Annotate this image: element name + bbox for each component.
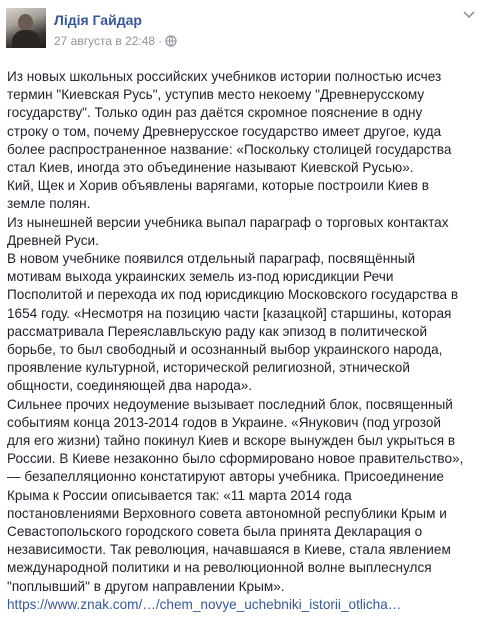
post-header xyxy=(0,0,489,60)
post-timestamp[interactable]: 27 августа в 22:48 xyxy=(54,34,156,48)
post-text-line: независимости. Так революция, начавшаяся в Киеве, стала явлением xyxy=(7,542,451,558)
post-text-line: Кий, Щек и Хорив объявлены варягами, которые построили Киев в xyxy=(7,178,429,194)
post-text-line: Сильнее прочих недоумение вызывает последний блок, посвященный xyxy=(7,396,453,412)
post-text-line: постановлениями Верховного совета автономной республики Крым и xyxy=(7,505,447,521)
post-text-line: мотивам выхода украинских земель из-под юрисдикции Речи xyxy=(7,269,394,285)
post-text-line: более распространенное название: «Поскольку столицей государства xyxy=(7,141,452,157)
author-name[interactable]: Лідія Гайдар xyxy=(54,12,142,28)
post-text-line: событиям конца 2013-2014 годов в Украине. «Янукович (под угрозой xyxy=(7,414,441,430)
article-link[interactable]: https://www.znak.com/…/chem_novye_uchebniki_istorii_otlicha… xyxy=(7,596,402,612)
post-text-line: государству". Только один раз даётся скромное пояснение в одну xyxy=(7,105,423,121)
post-text-line: Из новых школьных российских учебников истории полностью исчез xyxy=(7,69,442,84)
post-text-line: — безапелляционно констатируют авторы учебника. Присоединение xyxy=(7,469,444,485)
post-text-line: стал Киев, иногда это объединение называют Киевской Русью». xyxy=(7,160,414,176)
globe-icon[interactable] xyxy=(165,35,177,50)
post-text-line: 1654 году. «Несмотря на позицию части [казацкой] старшины, которая xyxy=(7,305,452,321)
post-text-line: В новом учебнике появился отдельный параграф, посвящённый xyxy=(7,251,416,267)
post-text-line: для его жизни) тайно покинул Киев и вскоре вынужден был укрыться в xyxy=(7,433,456,449)
post-text-line: Посполитой и перехода их под юрисдикцию Московского государства в xyxy=(7,287,459,303)
avatar-body xyxy=(12,30,40,48)
post-text-line: строку о том, почему Древнерусское государство имеет другое, куда xyxy=(7,123,442,139)
post-text-line: Севастопольского городского совета была принята Декларация о xyxy=(7,524,423,540)
post-text-line: Крыма к России описывается так: «11 марта 2014 года xyxy=(7,487,352,503)
avatar[interactable] xyxy=(6,8,46,48)
post-text-line: проявление культурной, исторической религиозной, этнической xyxy=(7,360,410,376)
post-meta xyxy=(54,34,177,50)
meta-separator: · xyxy=(158,34,163,48)
post-text-line: России. В Киеве незаконно было сформировано новое правительство», xyxy=(7,451,464,467)
post-text-line: рассматривала Переяславльскую раду как эпизод в политической xyxy=(7,323,428,339)
post-text-line: термин "Киевская Русь", уступив место некоему "Древнерусскому xyxy=(7,87,425,103)
avatar-head xyxy=(18,14,33,31)
post-text-line: общности, соединяющей два народа». xyxy=(7,378,253,394)
post-text-line: "поплывший" в другом направлении Крым». xyxy=(7,578,285,594)
post-text-line: Древней Руси. xyxy=(7,232,99,248)
post-text-line: земле полян. xyxy=(7,196,91,212)
post-text xyxy=(7,68,481,614)
chevron-down-icon[interactable] xyxy=(459,8,479,22)
post-text-line: Из нынешней версии учебника выпал параграф о торговых контактах xyxy=(7,214,449,230)
post-text-line: международной политики и на революционной волне выплеснулся xyxy=(7,560,432,576)
post-text-line: борьбе, то был свободный и осознанный выбор украинского народа, xyxy=(7,342,443,358)
